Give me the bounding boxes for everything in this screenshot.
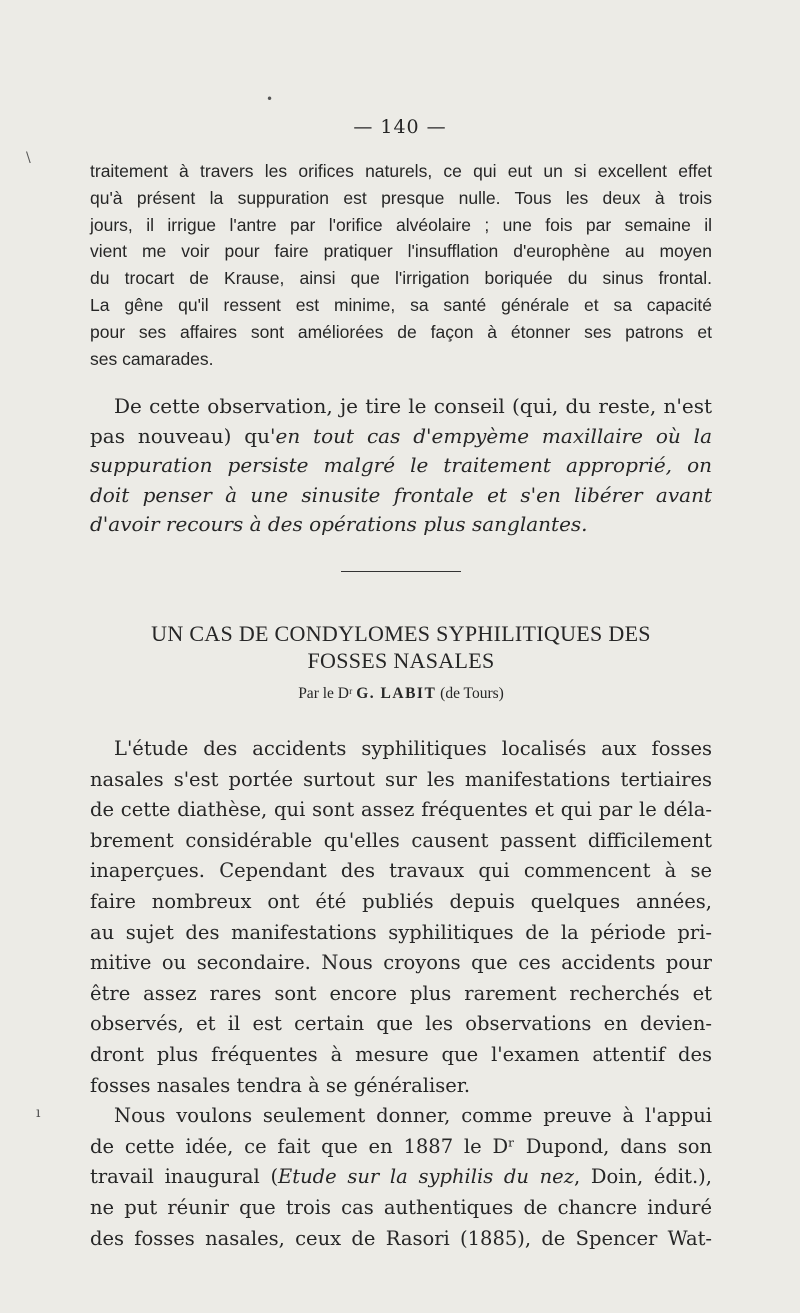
text-line: de cette idée, ce fait que en 1887 le Dʳ Dupond, dans son — [90, 1134, 712, 1158]
italic-run: Etude sur la syphilis du nez — [278, 1165, 574, 1189]
page-number: — 140 — — [353, 116, 447, 138]
text-line: de cette diathèse, qui sont assez fréquentes et qui par le déla- — [90, 798, 712, 822]
text-line: La gêne qu'il ressent est minime, sa santé générale et sa capacité — [90, 294, 712, 315]
text-line: nasales s'est portée surtout sur les manifestations tertiaires — [90, 767, 712, 791]
text-line: au sujet des manifestations syphilitiques de la période pri- — [90, 920, 712, 944]
scan-mark: ı — [36, 1105, 41, 1121]
text-line — [90, 510, 712, 540]
title-line: UN CAS DE CONDYLOMES SYPHILITIQUES DES — [151, 621, 651, 646]
text-line: vient me voir pour faire pratiquer l'insufflation d'europhène au moyen — [90, 241, 712, 262]
section-divider — [341, 571, 461, 572]
title-line: FOSSES NASALES — [307, 648, 495, 673]
byline — [90, 685, 712, 703]
text-line — [90, 422, 712, 452]
paragraph-conclusion — [90, 392, 712, 540]
scan-mark: \ — [26, 150, 31, 166]
byline-suffix: (de Tours) — [440, 685, 504, 702]
text-line: des fosses nasales, ceux de Rasori (1885), de Spencer Wat- — [90, 1226, 712, 1250]
paragraph-observation-end — [90, 158, 712, 372]
text-line: du trocart de Krause, ainsi que l'irrigation boriquée du sinus frontal. — [90, 268, 712, 289]
italic-run: en tout cas d'empyème maxillaire où la — [275, 423, 713, 448]
text-line — [90, 1162, 712, 1193]
text-line: brement considérable qu'elles causent passent difficilement — [90, 828, 712, 852]
text-line: dront plus fréquentes à mesure que l'examen attentif des — [90, 1042, 712, 1066]
author-name: G. LABIT — [356, 685, 437, 702]
text-line: De cette observation, je tire le conseil (qui, du reste, n'est — [114, 394, 712, 418]
text-line: ne put réunir que trois cas authentiques de chancre induré — [90, 1195, 712, 1219]
text-line: observés, et il est certain que les observations en devien- — [90, 1012, 712, 1036]
text-line: inaperçues. Cependant des travaux qui commencent à se — [90, 859, 712, 883]
text-line: faire nombreux ont été publiés depuis quelques années, — [90, 889, 712, 913]
text-run: , Doin, édit.), — [573, 1165, 712, 1189]
text-line: être assez rares sont encore plus rarement recherchés et — [90, 981, 712, 1005]
text-line: traitement à travers les orifices naturels, ce qui eut un si excellent effet — [90, 161, 712, 181]
article-title — [90, 620, 712, 674]
text-line: fosses nasales tendra à se généraliser. — [90, 1073, 471, 1097]
text-line: qu'à présent la suppuration est presque nulle. Tous les deux à trois — [90, 187, 712, 208]
italic-run: doit penser à une sinusite frontale et s'en libérer avant — [90, 482, 712, 507]
italic-run: d'avoir recours à des opérations plus sanglantes. — [90, 512, 588, 536]
byline-prefix: Par le Dʳ — [298, 685, 353, 702]
text-line: pour ses affaires sont améliorées de façon à étonner ses patrons et — [90, 321, 712, 342]
text-line: jours, il irrigue l'antre par l'orifice alvéolaire ; une fois par semaine il — [90, 214, 712, 235]
text-line: mitive ou secondaire. Nous croyons que ces accidents pour — [90, 951, 712, 975]
text-line — [90, 481, 712, 511]
italic-run: suppuration persiste malgré le traitement approprié, on — [90, 453, 712, 477]
scan-mark: • — [266, 92, 274, 106]
text-run: pas nouveau) qu' — [90, 423, 276, 448]
text-line: ses camarades. — [90, 348, 214, 369]
text-run: travail inaugural ( — [90, 1165, 279, 1189]
text-line: L'étude des accidents syphilitiques localisés aux fosses — [114, 737, 712, 760]
text-line — [90, 451, 712, 481]
text-line: Nous voulons seulement donner, comme preuve à l'appui — [114, 1104, 712, 1128]
article-body — [90, 734, 712, 1254]
